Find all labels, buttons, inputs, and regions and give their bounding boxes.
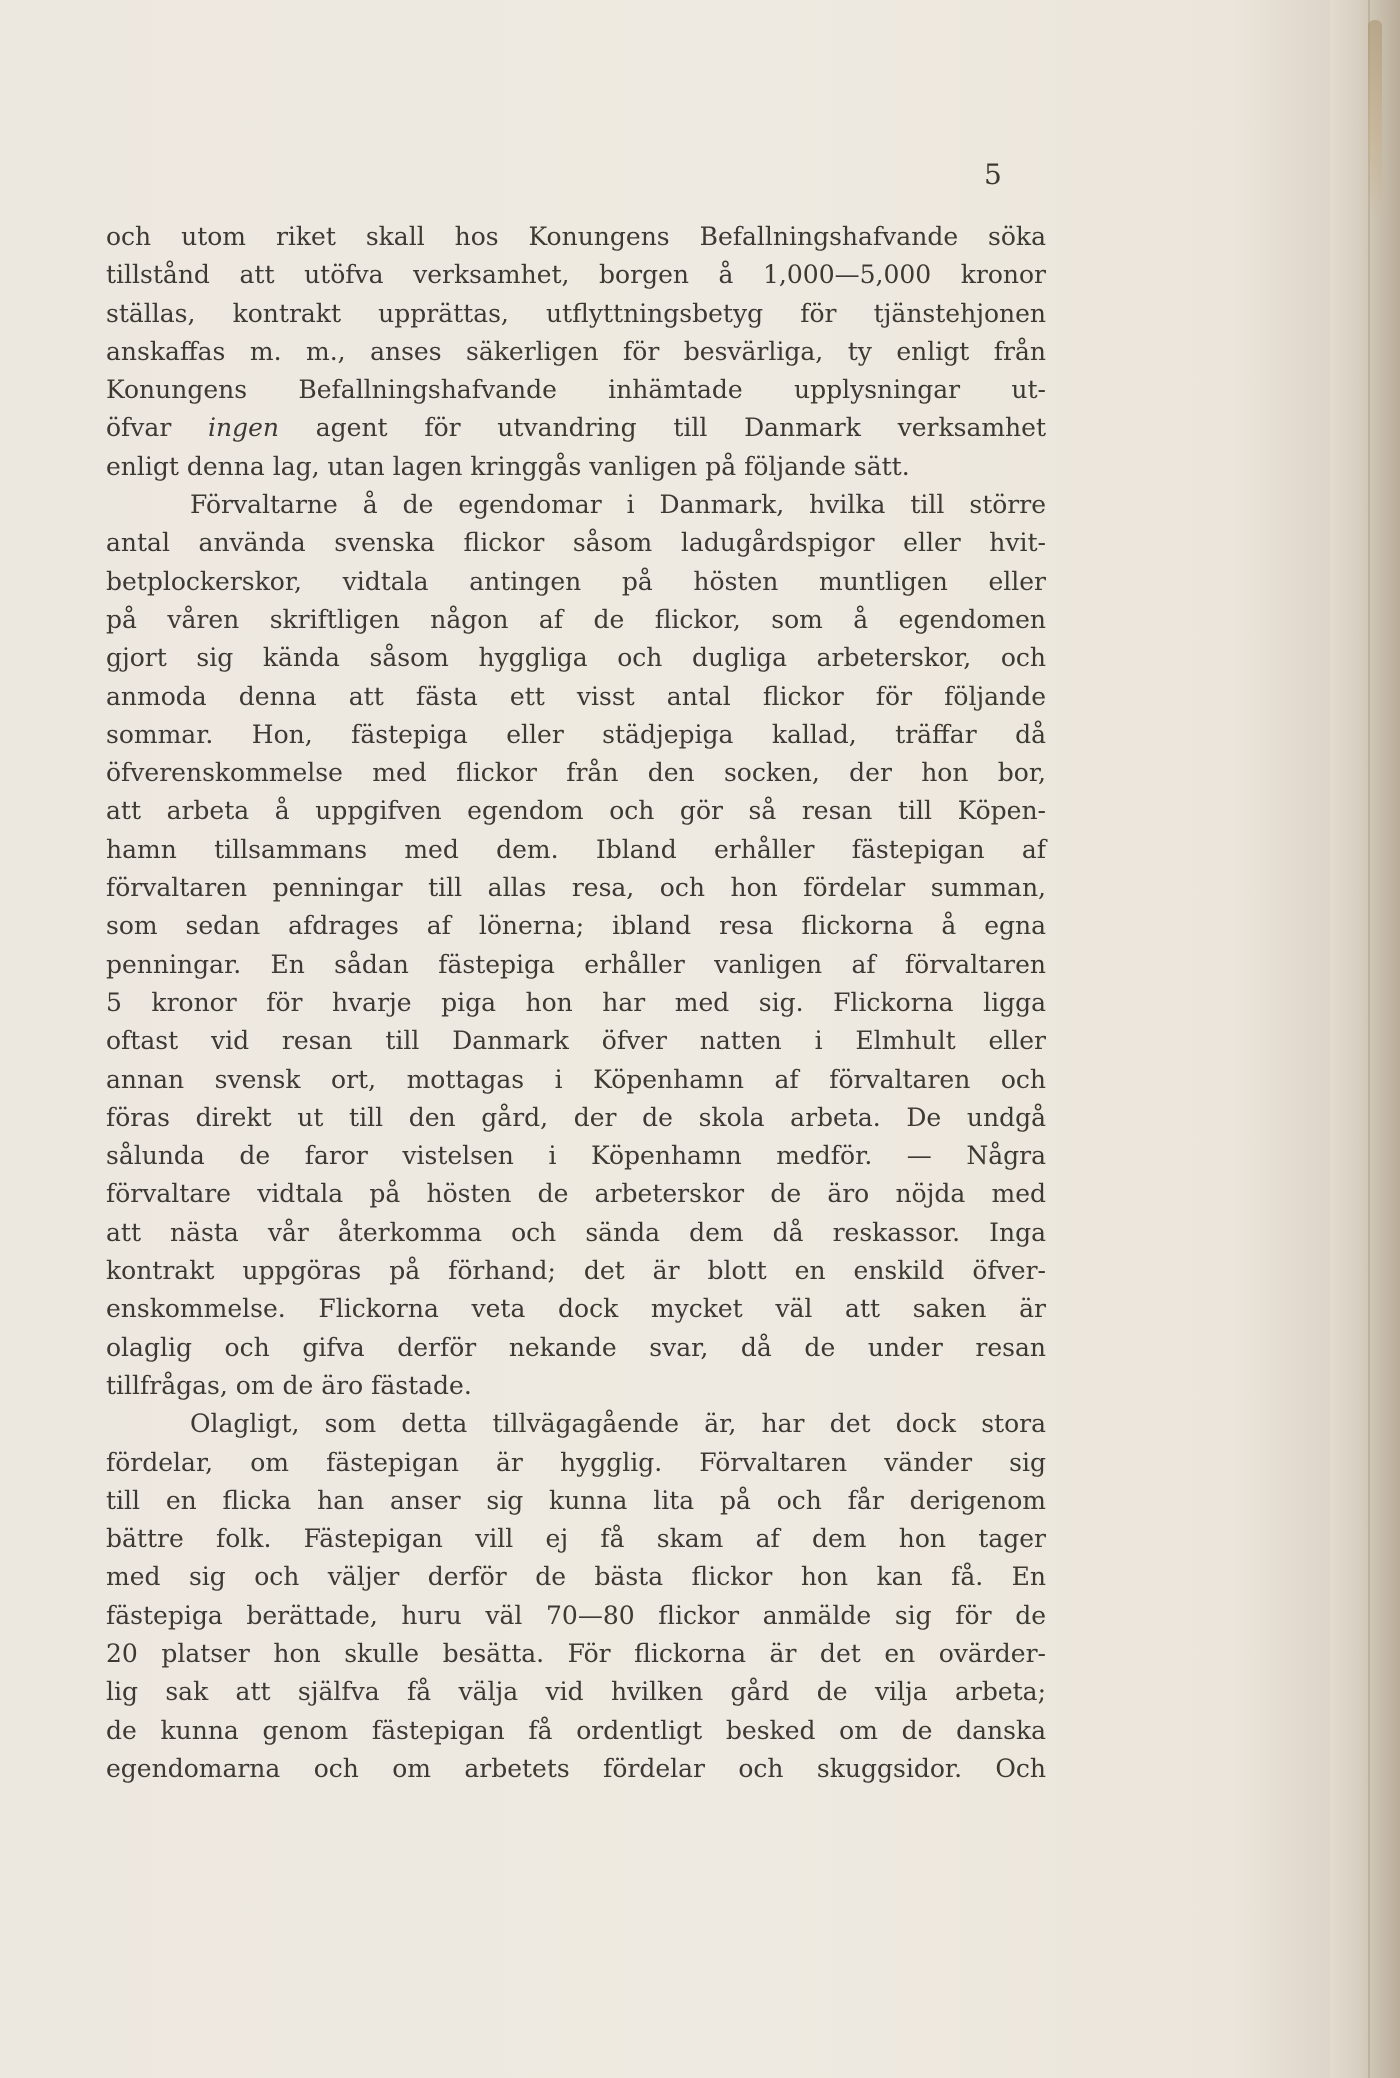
text-line: enskommelse. Flickorna veta dock mycket väl att saken är bbox=[106, 1294, 1046, 1324]
text-line: ställas, kontrakt upprättas, utflyttningsbetyg för tjänstehjonen bbox=[106, 298, 1046, 328]
text-line: till en flicka han anser sig kunna lita på och får derigenom bbox=[106, 1485, 1046, 1515]
text-line: Olagligt, som detta tillvägagående är, har det dock stora bbox=[190, 1409, 1046, 1439]
text-line: och utom riket skall hos Konungens Befallningshafvande söka bbox=[106, 222, 1046, 251]
text-line: tillstånd att utöfva verksamhet, borgen å 1,000—5,000 kronor bbox=[106, 260, 1046, 290]
text-line: på våren skriftligen någon af de flickor, som å egendomen bbox=[106, 604, 1046, 634]
text-segment: öfvar bbox=[106, 413, 209, 443]
text-line: kontrakt uppgöras på förhand; det är blott en enskild öfver- bbox=[106, 1256, 1046, 1286]
text-line: som sedan afdrages af lönerna; ibland resa flickorna å egna bbox=[106, 911, 1046, 941]
text-line: betplockerskor, vidtala antingen på hösten muntligen eller bbox=[106, 566, 1046, 596]
paper-tear-mark bbox=[1368, 20, 1382, 220]
page-number: 5 bbox=[984, 158, 1002, 191]
text-line: sommar. Hon, fästepiga eller städjepiga kallad, träffar då bbox=[106, 719, 1046, 749]
text-line bbox=[106, 409, 1046, 447]
text-line: Förvaltarne å de egendomar i Danmark, hvilka till större bbox=[190, 490, 1046, 520]
text-line: egendomarna och om arbetets fördelar och skuggsidor. Och bbox=[106, 1753, 1046, 1783]
text-line: penningar. En sådan fästepiga erhåller vanligen af förvaltaren bbox=[106, 949, 1046, 979]
text-line: anskaffas m. m., anses säkerligen för besvärliga, ty enligt från bbox=[106, 336, 1046, 366]
text-line: anmoda denna att fästa ett visst antal flickor för följande bbox=[106, 681, 1046, 711]
text-line: förvaltaren penningar till allas resa, och hon fördelar summan, bbox=[106, 873, 1046, 903]
paragraph bbox=[106, 218, 1046, 486]
paragraph bbox=[106, 1405, 1046, 1788]
text-line: lig sak att själfva få välja vid hvilken gård de vilja arbeta; bbox=[106, 1677, 1046, 1707]
text-line: tillfrågas, om de äro fästade. bbox=[106, 1370, 472, 1400]
text-line: med sig och väljer derför de bästa flickor hon kan få. En bbox=[106, 1562, 1046, 1592]
text-line: öfverenskommelse med flickor från den socken, der hon bor, bbox=[106, 758, 1046, 788]
page-edge-shadow bbox=[1330, 0, 1400, 2078]
text-line: gjort sig kända såsom hyggliga och dugliga arbeterskor, och bbox=[106, 643, 1046, 673]
text-line: förvaltare vidtala på hösten de arbeterskor de äro nöjda med bbox=[106, 1179, 1046, 1209]
text-line: 5 kronor för hvarje piga hon har med sig. Flickorna ligga bbox=[106, 987, 1046, 1017]
body-text bbox=[106, 218, 1046, 1788]
text-line: Konungens Befallningshafvande inhämtade upplysningar ut- bbox=[106, 375, 1046, 405]
text-line: de kunna genom fästepigan få ordentligt besked om de danska bbox=[106, 1715, 1046, 1745]
text-line: föras direkt ut till den gård, der de skola arbeta. De undgå bbox=[106, 1102, 1046, 1132]
text-line: oftast vid resan till Danmark öfver natten i Elmhult eller bbox=[106, 1026, 1046, 1056]
text-line: att arbeta å uppgifven egendom och gör så resan till Köpen- bbox=[106, 796, 1046, 826]
text-line: olaglig och gifva derför nekande svar, då de under resan bbox=[106, 1332, 1046, 1362]
paragraph bbox=[106, 486, 1046, 1405]
text-line: att nästa vår återkomma och sända dem då reskassor. Inga bbox=[106, 1217, 1046, 1247]
text-line: antal använda svenska flickor såsom ladugårdspigor eller hvit- bbox=[106, 528, 1046, 558]
text-line: annan svensk ort, mottagas i Köpenhamn af förvaltaren och bbox=[106, 1064, 1046, 1094]
text-line: fördelar, om fästepigan är hygglig. Förvaltaren vänder sig bbox=[106, 1447, 1046, 1477]
text-line: bättre folk. Fästepigan vill ej få skam af dem hon tager bbox=[106, 1524, 1046, 1554]
text-line: sålunda de faror vistelsen i Köpenhamn medför. — Några bbox=[106, 1141, 1046, 1171]
text-line: fästepiga berättade, huru väl 70—80 flickor anmälde sig för de bbox=[106, 1600, 1046, 1630]
text-line: hamn tillsammans med dem. Ibland erhåller fästepigan af bbox=[106, 834, 1046, 864]
text-line: enligt denna lag, utan lagen kringgås vanligen på följande sätt. bbox=[106, 451, 910, 481]
italic-emphasis: ingen bbox=[208, 413, 280, 443]
text-line: 20 platser hon skulle besätta. För flickorna är det en ovärder- bbox=[106, 1638, 1046, 1668]
binding-line bbox=[1368, 0, 1370, 2078]
text-segment: agent för utvandring till Danmark verksamhet bbox=[279, 413, 1047, 443]
